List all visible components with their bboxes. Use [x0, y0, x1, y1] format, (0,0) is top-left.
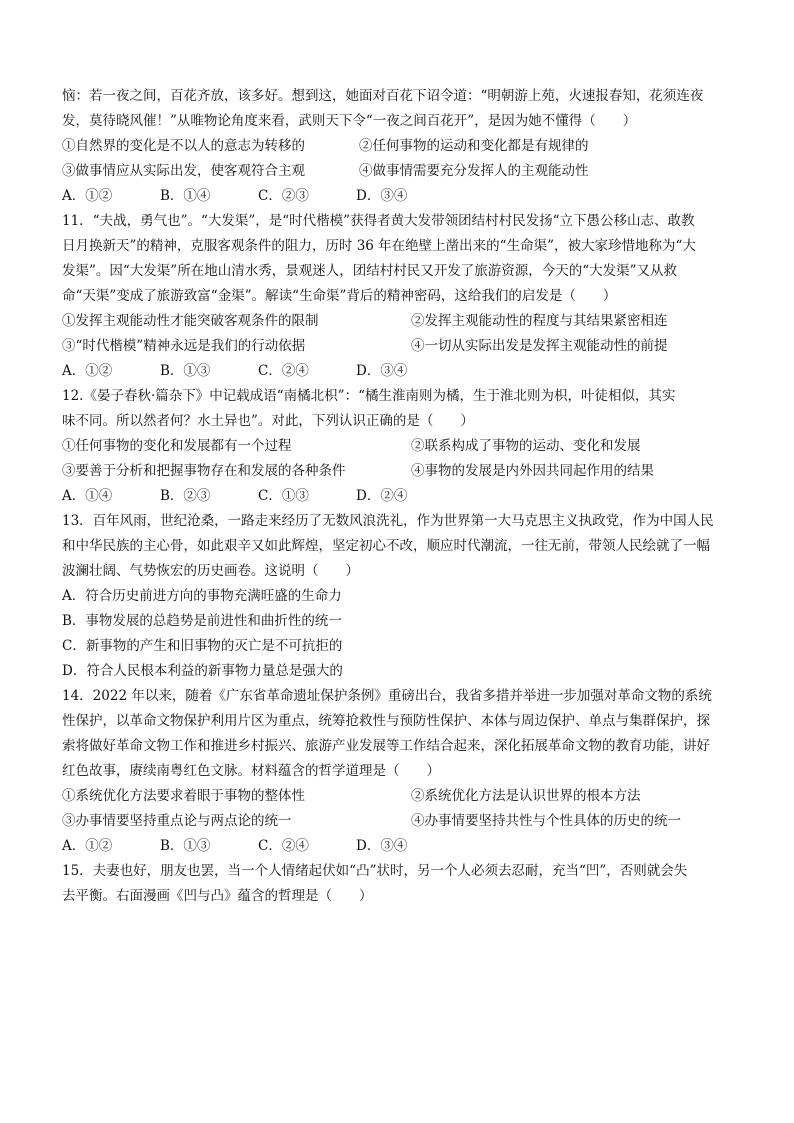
choice-a: A．①② [62, 188, 113, 204]
option-1: ①自然界的变化是不以人的意志为转移的 [62, 138, 305, 154]
question-14-line: 性保护，以革命文物保护利用片区为重点，统筹抢救性与预防性保护、本体与周边保护、单点与集群保护，探 [62, 713, 710, 729]
option-1: ①发挥主观能动性才能突破客观条件的限制 [62, 313, 319, 329]
option-2: ②任何事物的运动和变化都是有规律的 [359, 138, 589, 154]
option-3: ③做事情应从实际出发，使客观符合主观 [62, 163, 305, 179]
choice-b: B．①④ [160, 188, 211, 204]
choice-d: D．③④ [356, 363, 408, 379]
question-12-choices [62, 484, 738, 509]
question-10-line: 发，莫待晓风催！”从唯物论角度来看，武则天下令“一夜之间百花开”，是因为她不懂得（ ） [62, 113, 637, 129]
option-4: ④事物的发展是内外因共同起作用的结果 [411, 463, 654, 479]
choice-b: B．①③ [160, 363, 211, 379]
option-1: ①任何事物的变化和发展都有一个过程 [62, 438, 292, 454]
question-13 [62, 509, 738, 684]
option-4: ④一切从实际出发是发挥主观能动性的前提 [411, 338, 668, 354]
question-15-line: 15．夫妻也好，朋友也罢，当一个人情绪起伏如“凸”状时，另一个人必须去忍耐，充当“凹”，否则就会失 [62, 863, 688, 879]
choice-b: B．事物发展的总趋势是前进性和曲折性的统一 [62, 613, 342, 629]
choice-d: D．③④ [356, 188, 408, 204]
option-3: ③“时代楷模”精神永远是我们的行动依据 [62, 338, 306, 354]
question-12-options [62, 434, 738, 459]
choice-c: C．新事物的产生和旧事物的灭亡是不可抗拒的 [62, 638, 343, 654]
question-12-options [62, 459, 738, 484]
question-14-choices [62, 834, 738, 859]
question-11-line: 发渠”。因“大发渠”所在地山清水秀，景观迷人，团结村村民又开发了旅游资源，今天的“大发渠”又从救 [62, 263, 678, 279]
question-10-line: 恼：若一夜之间，百花齐放，该多好。想到这，她面对百花下诏令道：“明朝游上苑，火速报春知，花须连夜 [62, 88, 704, 104]
choice-c: C．②④ [258, 838, 309, 854]
exam-page [62, 84, 738, 909]
question-11-line: 日月换新天”的精神，克服客观条件的阻力，历时 36 年在绝壁上凿出来的“生命渠”，被大家珍惜地称为“大 [62, 238, 696, 254]
question-13-line: 和中华民族的主心骨，如此艰辛又如此辉煌，坚定初心不改，顺应时代潮流，一往无前，带领人民绘就了一幅 [62, 538, 710, 554]
question-11-options [62, 309, 738, 334]
question-11-choices [62, 359, 738, 384]
choice-d: D．③④ [356, 838, 408, 854]
choice-c: C．②③ [258, 188, 309, 204]
question-10-options [62, 134, 738, 159]
choice-a: A．①④ [62, 488, 113, 504]
option-3: ③要善于分析和把握事物存在和发展的各种条件 [62, 463, 346, 479]
question-13-line: 波澜壮阔、气势恢宏的历史画卷。这说明（ ） [62, 563, 359, 579]
option-4: ④办事情要坚持共性与个性具体的历史的统一 [411, 813, 681, 829]
question-12-line: 味不同。所以然者何？水土异也”。对此，下列认识正确的是（ ） [62, 413, 474, 429]
question-14-line: 14．2022 年以来，随着《广东省革命遗址保护条例》重磅出台，我省多措并举进一步加强对革命文物的系统 [62, 688, 712, 704]
question-10 [62, 84, 738, 209]
choice-d: D．②④ [356, 488, 408, 504]
question-14-line: 红色故事，赓续南粤红色文脉。材料蕴含的哲学道理是（ ） [62, 763, 440, 779]
option-3: ③办事情要坚持重点论与两点论的统一 [62, 813, 292, 829]
option-2: ②发挥主观能动性的程度与其结果紧密相连 [411, 313, 668, 329]
option-2: ②系统优化方法是认识世界的根本方法 [411, 788, 641, 804]
choice-a: A．符合历史前进方向的事物充满旺盛的生命力 [62, 588, 342, 604]
question-15 [62, 859, 738, 909]
question-11-line: 11．“夫战，勇气也”。“大发渠”，是“时代楷模”获得者黄大发带领团结村村民发扬“立下愚公移山志、敢教 [62, 213, 695, 229]
option-1: ①系统优化方法要求着眼于事物的整体性 [62, 788, 305, 804]
choice-c: C．①③ [258, 488, 309, 504]
option-4: ④做事情需要充分发挥人的主观能动性 [359, 163, 589, 179]
choice-d: D．符合人民根本利益的新事物力量总是强大的 [62, 663, 343, 679]
question-11 [62, 209, 738, 384]
question-12-line: 12.《晏子春秋·篇杂下》中记载成语“南橘北枳”：“橘生淮南则为橘，生于淮北则为枳，叶徒相似，其实 [62, 388, 676, 404]
choice-c: C．②④ [258, 363, 309, 379]
question-10-choices [62, 184, 738, 209]
choice-b: B．①③ [160, 838, 211, 854]
question-11-options [62, 334, 738, 359]
question-11-line: 命“天渠”变成了旅游致富“金渠”。解读“生命渠”背后的精神密码，这给我们的启发是（ ） [62, 288, 617, 304]
question-10-options [62, 159, 738, 184]
question-14-options [62, 784, 738, 809]
option-2: ②联系构成了事物的运动、变化和发展 [411, 438, 641, 454]
choice-a: A．①② [62, 838, 113, 854]
question-14 [62, 684, 738, 859]
question-15-line: 去平衡。右面漫画《凹与凸》蕴含的哲理是（ ） [62, 888, 373, 904]
question-14-line: 索将做好革命文物工作和推进乡村振兴、旅游产业发展等工作结合起来，深化拓展革命文物的教育功能，讲好 [62, 738, 710, 754]
choice-b: B．②③ [160, 488, 211, 504]
question-14-options [62, 809, 738, 834]
choice-a: A．①② [62, 363, 113, 379]
question-13-line: 13．百年风雨，世纪沧桑，一路走来经历了无数风浪洗礼，作为世界第一大马克思主义执政党，作为中国人民 [62, 513, 714, 529]
question-12 [62, 384, 738, 509]
